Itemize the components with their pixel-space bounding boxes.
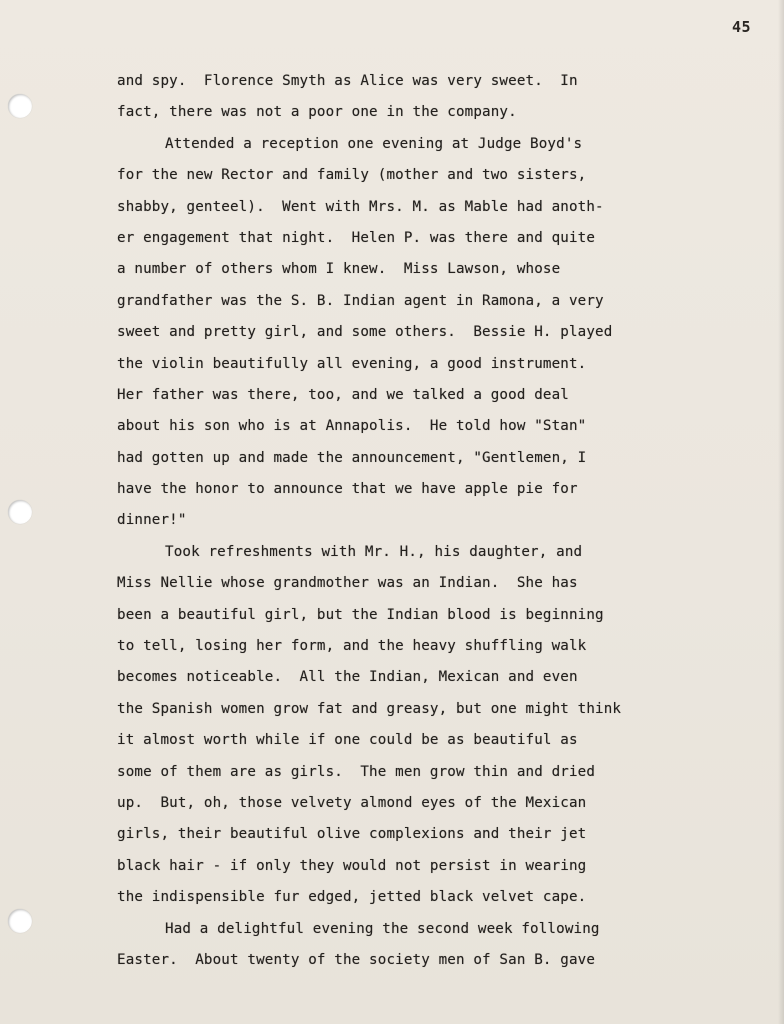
- text-line: Had a delightful evening the second week following: [165, 920, 600, 937]
- text-line: girls, their beautiful olive complexions and their jet: [117, 826, 587, 843]
- text-line: the Spanish women grow fat and greasy, but one might think: [117, 700, 622, 717]
- text-line: about his son who is at Annapolis. He told how "Stan": [117, 418, 587, 435]
- text-line: it almost worth while if one could be as beautiful as: [117, 732, 578, 749]
- text-line: Attended a reception one evening at Judge Boyd's: [165, 135, 583, 152]
- text-line: for the new Rector and family (mother and two sisters,: [117, 167, 587, 184]
- text-line: a number of others whom I knew. Miss Lawson, whose: [117, 261, 561, 278]
- page-number: 45: [732, 18, 752, 36]
- text-line: grandfather was the S. B. Indian agent in Ramona, a very: [117, 292, 604, 309]
- text-line: Easter. About twenty of the society men of San B. gave: [117, 951, 596, 968]
- text-line: to tell, losing her form, and the heavy shuffling walk: [117, 638, 587, 655]
- text-line: been a beautiful girl, but the Indian blood is beginning: [117, 606, 604, 623]
- text-line: have the honor to announce that we have apple pie for: [117, 481, 578, 498]
- text-line: up. But, oh, those velvety almond eyes of the Mexican: [117, 794, 587, 811]
- page-edge-shadow: [778, 0, 784, 1024]
- text-line: Took refreshments with Mr. H., his daughter, and: [165, 543, 583, 560]
- text-line: Her father was there, too, and we talked a good deal: [117, 386, 569, 403]
- binder-hole-bottom: [8, 909, 32, 933]
- text-line: shabby, genteel). Went with Mrs. M. as Mable had anoth-: [117, 198, 604, 215]
- text-line: the violin beautifully all evening, a good instrument.: [117, 355, 587, 372]
- text-line: had gotten up and made the announcement, "Gentlemen, I: [117, 449, 587, 466]
- typewritten-text-body: [117, 66, 757, 976]
- text-line: fact, there was not a poor one in the company.: [117, 104, 517, 121]
- text-line: er engagement that night. Helen P. was there and quite: [117, 229, 596, 246]
- text-line: black hair - if only they would not persist in wearing: [117, 857, 587, 874]
- text-line: Miss Nellie whose grandmother was an Indian. She has: [117, 575, 578, 592]
- binder-hole-top: [8, 94, 32, 118]
- text-line: and spy. Florence Smyth as Alice was very sweet. In: [117, 73, 578, 89]
- text-line: becomes noticeable. All the Indian, Mexican and even: [117, 669, 578, 686]
- text-line: the indispensible fur edged, jetted black velvet cape.: [117, 889, 587, 906]
- text-line: dinner!": [117, 512, 187, 529]
- binder-hole-middle: [8, 500, 32, 524]
- text-line: sweet and pretty girl, and some others. Bessie H. played: [117, 324, 613, 341]
- text-line: some of them are as girls. The men grow thin and dried: [117, 763, 596, 780]
